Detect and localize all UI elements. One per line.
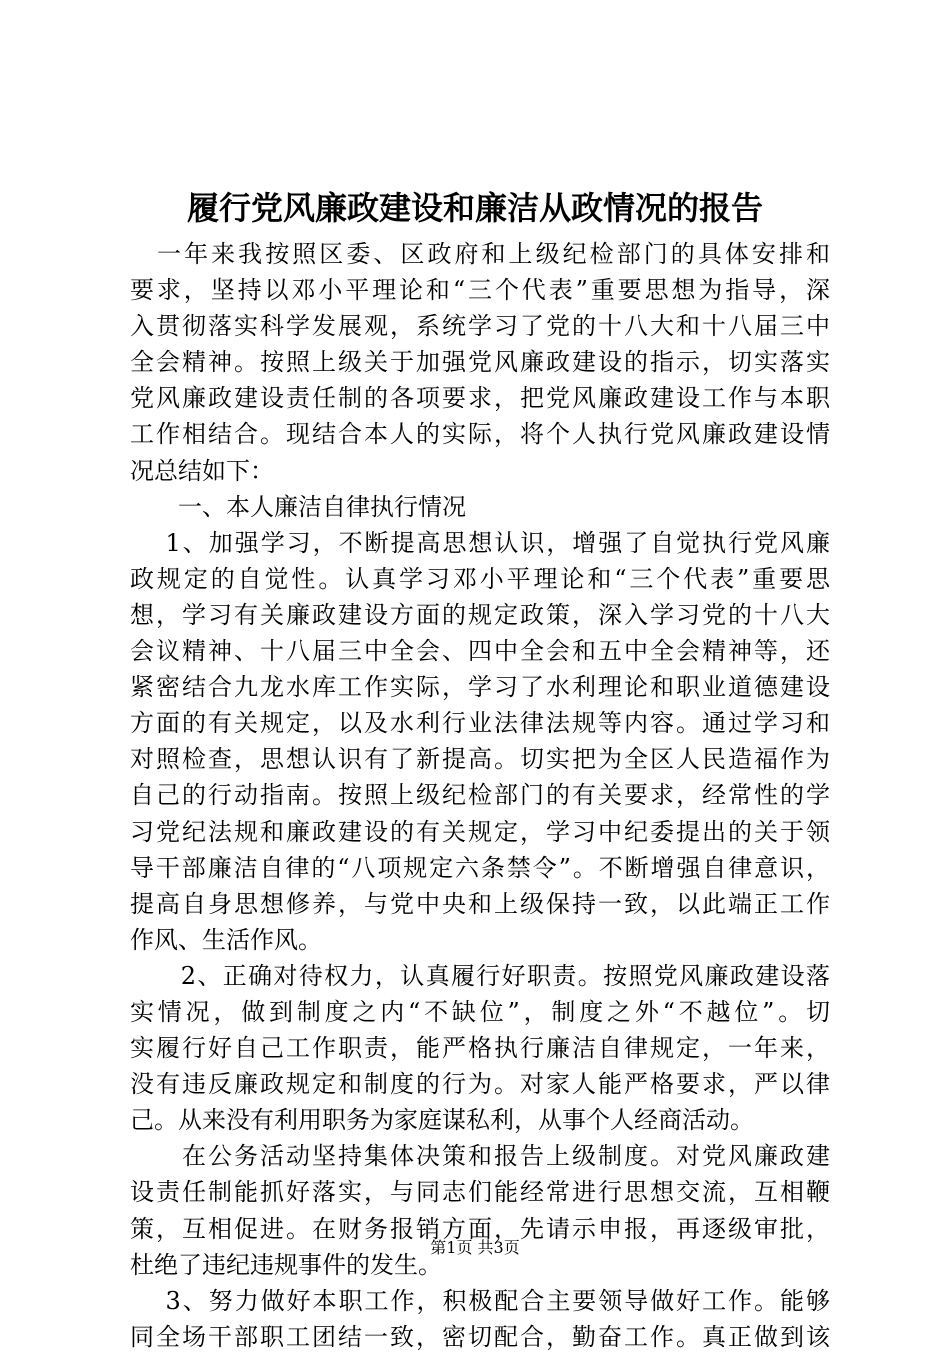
- text-line: 3、努力做好本职工作，积极配合主要领导做好工作。能够: [130, 1286, 830, 1315]
- text-line: 作风、生活作风。: [130, 925, 322, 954]
- text-line: 同全场干部职工团结一致，密切配合，勤奋工作。真正做到该: [130, 1322, 830, 1351]
- document-body: [130, 236, 830, 1355]
- text-line: 策，互相促进。在财务报销方面，先请示申报，再逐级审批，: [130, 1214, 830, 1243]
- text-line: 入贯彻落实科学发展观，系统学习了党的十八大和十八届三中: [130, 312, 830, 341]
- text-line: 设责任制能抓好落实，与同志们能经常进行思想交流，互相鞭: [130, 1178, 830, 1207]
- text-line: 全会精神。按照上级关于加强党风廉政建设的指示，切实落实: [130, 348, 830, 377]
- text-line: 提高自身思想修养，与党中央和上级保持一致，以此端正工作: [130, 889, 830, 918]
- text-line: 对照检查，思想认识有了新提高。切实把为全区人民造福作为: [130, 745, 830, 774]
- text-line: 2、正确对待权力，认真履行好职责。按照党风廉政建设落: [130, 961, 830, 990]
- text-line: 想，学习有关廉政建设方面的规定政策，深入学习党的十八大: [130, 600, 830, 629]
- text-line: 实情况，做到制度之内“不缺位”，制度之外“不越位”。切: [130, 997, 830, 1026]
- text-line: 己。从来没有利用职务为家庭谋私利，从事个人经商活动。: [130, 1106, 754, 1135]
- text-line: 要求，坚持以邓小平理论和“三个代表”重要思想为指导，深: [130, 276, 830, 305]
- text-line: 实履行好自己工作职责，能严格执行廉洁自律规定，一年来，: [130, 1034, 830, 1063]
- text-line: 工作相结合。现结合本人的实际，将个人执行党风廉政建设情: [130, 420, 830, 449]
- text-line: 自己的行动指南。按照上级纪检部门的有关要求，经常性的学: [130, 781, 830, 810]
- page-footer: 第1页 共3页: [430, 1238, 520, 1257]
- text-line: 导干部廉洁自律的“八项规定六条禁令”。不断增强自律意识，: [130, 853, 830, 882]
- text-line: 党风廉政建设责任制的各项要求，把党风廉政建设工作与本职: [130, 384, 830, 413]
- text-line: 没有违反廉政规定和制度的行为。对家人能严格要求，严以律: [130, 1070, 830, 1099]
- text-line: 政规定的自觉性。认真学习邓小平理论和“三个代表”重要思: [130, 564, 830, 593]
- text-line: 一年来我按照区委、区政府和上级纪检部门的具体安排和: [130, 240, 830, 268]
- text-line: 1、加强学习，不断提高思想认识，增强了自觉执行党风廉: [130, 528, 830, 557]
- text-line: 习党纪法规和廉政建设的有关规定，学习中纪委提出的关于领: [130, 817, 830, 846]
- text-line: 杜绝了违纪违规事件的发生。: [130, 1250, 442, 1279]
- text-line: 紧密结合九龙水库工作实际，学习了水利理论和职业道德建设: [130, 673, 830, 702]
- text-line: 会议精神、十八届三中全会、四中全会和五中全会精神等，还: [130, 637, 830, 666]
- text-line: 一、本人廉洁自律执行情况: [130, 492, 466, 521]
- text-line: 在公务活动坚持集体决策和报告上级制度。对党风廉政建: [130, 1142, 830, 1171]
- document-title: 履行党风廉政建设和廉洁从政情况的报告: [186, 189, 763, 227]
- text-line: 方面的有关规定，以及水利行业法律法规等内容。通过学习和: [130, 709, 830, 738]
- text-line: 况总结如下：: [130, 456, 274, 485]
